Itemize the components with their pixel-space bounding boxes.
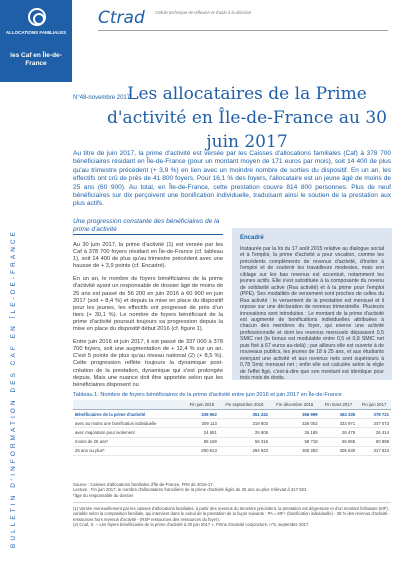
page-title: Les allocataires de la Prime d'activité en Île-de-France au 30 juin 2017 [107,84,387,152]
table-row [73,419,391,428]
table-cell: 364 335 [320,410,357,419]
logo-caf-text: les Caf en Île-de-France [10,52,62,67]
table-cell: 309 113 [185,419,219,428]
table-header: Fin septembre 2016 [219,400,270,410]
table-cell: 378 721 [357,410,391,419]
encadre-text: Instaurée par la loi du 17 août 2015 relative au dialogue social et à l'emploi, la prime d'activité a pour vocation, comme les précédents compléments de revenus d'activité, d'inciter à l'emploi et de soutenir les travailleurs modestes, mais son ciblage sur les bas revenus est accentué, notamment les jeunes actifs. Elle s'est substituée à la composante du revenu de solidarité active (Rsa activité) et à la prime pour l'emploi (PPE). Ses modalités de versement sont proches de celles du Rsa activité : le versement de la prestation est mensuel et il repose sur une déclaration de revenus trimestrielle. Plusieurs innovations sont introduites : Le montant de la prime d'activité est augmenté de bonifications individuelles attribuées à chacun des membres du foyer, qui exerce une activité professionnelle et dont les revenus mensuels dépassent 0,5 SMIC net (le bonus est modulable entre 0,5 et 0,8 SMIC net puis fixé à 67 euros au-delà) ; par ailleurs elle est ouverte à de nouveaux publics, les jeunes de 18 à 25 ans, et aux étudiants exerçant une activité et aux revenus nets sont supérieurs à 0,78 Smic mensuel net ; enfin elle est calculée selon la règle de l'effet figé, c'est-à-dire que son montant est identique pour trois mois de droits. [240,246,384,382]
table-cell: 317 823 [357,446,391,455]
table-cell: 58 718 [270,437,320,446]
caf-logo [0,0,72,82]
table-cell: 26 414 [357,428,391,437]
intro-paragraph: Au titre de juin 2017, la prime d'activité est versée par les Caisses d'allocations familiales (Caf) à 378 700 bénéficiaires résidant en Île-de-France (pour un montant moyen de 171 euros par mois), soit 14 400 de plus qu'au trimestre précédent (+ 3,9 %) en lien avec un moindre nombre de sorties du dispositif. En un an, les effectifs ont crû de près de 41 800 foyers. Pour 16,1 % des foyers, l'allocataire est un jeune âgé de moins de 25 ans (60 900). Au total, en Île-de-France, cette prestation couvre 814 800 personnes. Plus de neuf bénéficiaires sur dix perçoivent une bonification individuelle, traduisant ainsi le soutien de la prestation aux plus actifs. [73,150,391,208]
table-row [73,446,391,455]
table-cell: 300 283 [270,446,320,455]
table-cell: 60 898 [357,437,391,446]
table-cell: avec majoration pour isolement [73,428,185,437]
table-cell: 58 316 [219,437,270,446]
table-cell: 59 865 [320,437,357,446]
table-cell: 356 999 [270,410,320,419]
source-line: Source : Caisses d'allocations familiales d'Île-de-France, FR6 de 2016-17. [73,482,214,487]
table-cell: 26 185 [270,428,320,437]
table-cell: 347 073 [357,419,391,428]
table-cell: 294 923 [219,446,270,455]
encadre-title: Encadré [240,235,264,241]
table-cell: 56 169 [185,437,219,446]
age-footnote: *âge du responsable du dossier [73,492,134,498]
table-cell: Bénéficiaires de la prime d'activité [73,410,185,419]
table-cell: 319 803 [219,419,270,428]
table-header: Fin mars 2017 [320,400,357,410]
table-cell: 26 479 [320,428,357,437]
table-cell: 336 962 [185,410,219,419]
body-paragraph: Au 30 juin 2017, la prime d'activité (1) est versée par les Caf à 378 700 foyers résidant en Île-de-France (cf. tableau 1), soit 14 400 de plus qu'au trimestre précédent avec une hausse de + 3,9 points (cf. Encadré). [73,242,223,270]
sidebar-label: BULLETIN D'INFORMATION DES CAF EN ÎLE-DE-FRANCE [10,228,17,548]
table-row [73,410,391,419]
table-cell: 333 971 [320,419,357,428]
table-header: Fin décembre 2016 [270,400,320,410]
table-cell: 326 002 [270,419,320,428]
brand-name: Ctrad [98,8,145,28]
footnote: (1) Versée mensuellement par les caisses d'allocations familiales, à partir des revenus du trimestre précédent, la prestation est dégressive et d'un montant forfaitaire (MF), variable selon la composition familiale, qui intervient dans le calcul de la prestation de la façon suivante : PA = MF+ (bonification individuelle) - 38 % des revenus d'activité - ressources hors revenus d'activité - (RSP ressources des ressources du foyer). [73,506,391,522]
table-wrapper [73,400,391,456]
table-header-row [73,400,391,410]
table-cell: 25 605 [219,428,270,437]
logo-text: ALLOCATIONS FAMILIALES [5,30,67,35]
table-source [73,482,391,498]
notes-divider [73,502,391,503]
table-cell: avec au moins une bonification individuelle [73,419,185,428]
caf-logo-icon [28,8,46,26]
brand-tagline: Cellule technique de réflexion et d'aide à la décision [155,10,252,15]
beneficiaries-table [73,400,391,456]
section-title: Une progression constante des bénéficiaires de la prime d'activité [73,218,220,233]
section-divider [73,234,223,235]
table-header: Fin juin 2016 [185,400,219,410]
table-row [73,428,391,437]
table-header: Fin juin 2017 [357,400,391,410]
table-cell: 280 813 [185,446,219,455]
table-caption: Tableau 1: Nombre de foyers bénéficiaires de la prime d'activité entre juin 2016 et juin 2017 en Île-de-France [73,392,342,398]
table-cell: moins de 25 ans* [73,437,185,446]
reading-line: Lecture : Fin juin 2017, le nombre d'allocataires franciliens de la prime d'activité âgés de 25 ans ou plus s'élevait à 317 823. [73,487,308,493]
table-cell: 24 681 [185,428,219,437]
footnote: (2) Cnaf, S. -- Les foyers bénéficiaires de la prime d'activité à 30 juin 2017 », Prime d'activité conjoncture, n°8, septembre 2017. [73,521,310,527]
issue-number: N°48-novembre 2017 [73,95,131,101]
body-paragraph: Entre juin 2016 et juin 2017, il est passé de 337 000 à 378 700 foyers, soit une augmentation de + 12,4 % sur un an. C'est 5 points de plus qu'au niveau national (2) (+ 8,5 %). Cette progression reflète toujours la dynamique post-création de la prestation, dynamique qui s'est prolongée depuis. Mais une nuance doit être apportée selon que les bénéficiaires disposent ou [73,339,223,388]
table-cell: 305 630 [320,446,357,455]
table-cell: 25 ans ou plus* [73,446,185,455]
table-row [73,437,391,446]
encadre-box [232,228,392,380]
table-cell: 351 242 [219,410,270,419]
section-body [73,242,223,395]
body-paragraph: En un an, le nombre de foyers bénéficiaires de la prime d'activité ayant un responsable de dossier âgé de moins de 25 ans est passé de 56 200 en juin 2016 à 60 900 en juin 2017 (soit + 8,4 %) et depuis la mise en place du dispositif pour les jeunes, les effectifs ont progressé de près d'un tiers (+ 30,1 %). Le nombre de foyers bénéficiant de la prime d'activité poursuit toujours sa progression depuis la mise en place du dispositif début 2016 (cf. figure 1). [73,276,223,333]
table-header [73,400,185,410]
footnotes [73,506,391,527]
header-divider [98,30,388,31]
